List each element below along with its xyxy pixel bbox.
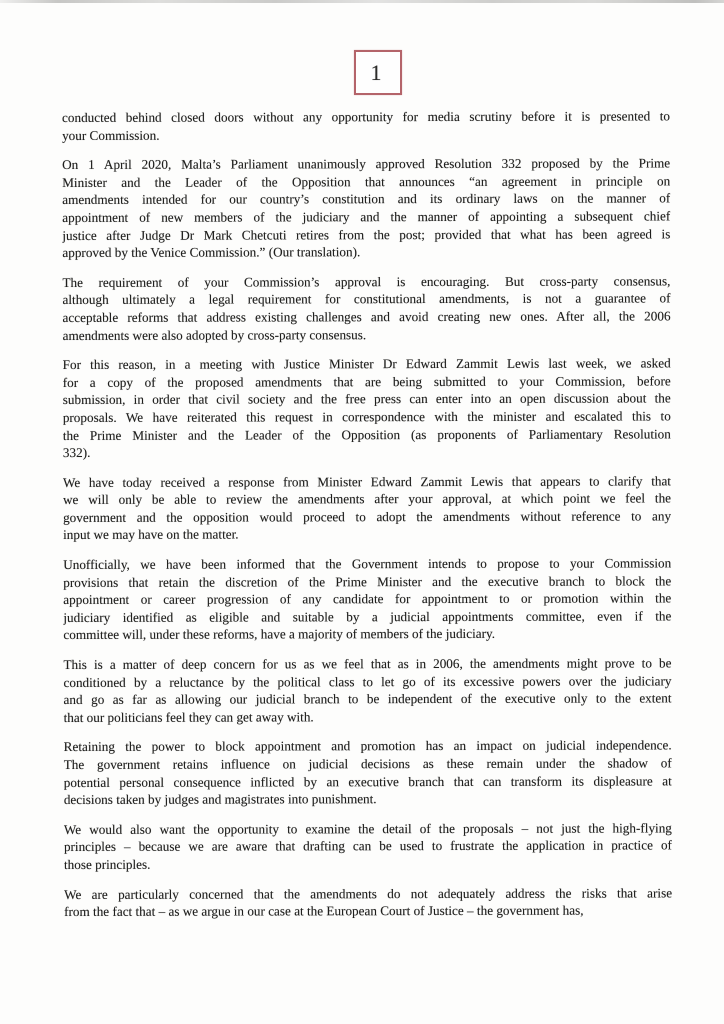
- text-line: This is a matter of deep concern for us as we feel that as in 2006, the amendments might prove to be: [63, 655, 672, 673]
- text-line: Minister and the Leader of the Opposition that announces “an agreement in principle on: [62, 173, 671, 190]
- text-line: that our politicians feel they can get away with.: [63, 709, 314, 725]
- text-line: judiciary identified as eligible and suitable by a judicial appointments committee, even if the: [63, 608, 672, 625]
- text-line: We are particularly concerned that the amendments do not adequately address the risks that arise: [64, 884, 673, 902]
- text-line: provisions that retain the discretion of the Prime Minister and the executive branch to block the: [63, 573, 672, 590]
- scan-edge-artifact: [0, 0, 724, 3]
- text-line: appointment of new members of the judiciary and the manner of appointing a subsequent chief: [62, 208, 671, 225]
- text-line: acceptable reforms that address existing challenges and avoid creating new ones. After all, the 2006: [62, 308, 671, 325]
- text-line: justice after Judge Dr Mark Chetcuti retires from the post; provided that what has been agreed is: [62, 225, 671, 243]
- text-line: amendments were also adopted by cross-party consensus.: [62, 326, 367, 343]
- text-line: 332).: [62, 445, 91, 461]
- text-line: those principles.: [63, 856, 151, 872]
- text-line: conducted behind closed doors without any opportunity for media scrutiny before it is presented to: [62, 108, 671, 125]
- paragraph: [63, 472, 671, 544]
- paragraph: [64, 819, 672, 873]
- text-line: The requirement of your Commission’s approval is encouraging. But cross-party consensus,: [62, 273, 671, 290]
- paragraph: [64, 884, 672, 921]
- text-line: The government retains influence on judicial decisions as these remain under the shadow of: [63, 755, 672, 772]
- page-number: 1: [370, 59, 382, 85]
- page-number-box: [354, 50, 402, 95]
- text-line: government and the opposition would proceed to adopt the amendments without reference to any: [63, 508, 672, 525]
- text-line: from the fact that – as we argue in our case at the European Court of Justice – the government has,: [64, 902, 584, 920]
- text-line: input we may have on the matter.: [63, 527, 239, 543]
- paragraph: [62, 272, 670, 344]
- text-line: although ultimately a legal requirement for constitutional amendments, is not a guarantee of: [62, 290, 671, 308]
- text-line: appointment or career progression of any candidate for appointment to or promotion within the: [63, 590, 672, 608]
- text-line: your Commission.: [62, 127, 160, 143]
- document-body: [62, 107, 672, 932]
- paragraph: [63, 654, 671, 726]
- text-line: For this reason, in a meeting with Justice Minister Dr Edward Zammit Lewis last week, we asked: [62, 355, 671, 373]
- text-line: decisions taken by judges and magistrates into punishment.: [63, 791, 377, 808]
- text-line: submission, in order that civil society and the free press can enter into an open discussion about the: [62, 390, 671, 408]
- text-line: We would also want the opportunity to examine the detail of the proposals – not just the high-flying: [63, 820, 672, 837]
- text-line: potential personal consequence inflicted by an executive branch that can transform its displeasure at: [63, 772, 672, 790]
- paragraph: [62, 107, 670, 144]
- text-line: proposals. We have reiterated this request in correspondence with the minister and escalated this to: [62, 408, 671, 425]
- text-line: Retaining the power to block appointment and promotion has an impact on judicial independence.: [63, 737, 672, 755]
- paragraph: [64, 737, 672, 809]
- text-line: the Prime Minister and the Leader of the Opposition (as proponents of Parliamentary Resolution: [62, 425, 671, 443]
- text-line: On 1 April 2020, Malta’s Parliament unanimously approved Resolution 332 proposed by the Prime: [62, 155, 671, 173]
- text-line: approved by the Venice Commission.” (Our translation).: [62, 244, 361, 261]
- text-line: for a copy of the proposed amendments that are being submitted to your Commission, before: [62, 373, 671, 390]
- text-line: We have today received a response from Minister Edward Zammit Lewis that appears to clarify that: [62, 473, 671, 490]
- text-line: we will only be able to review the amendments after your approval, at which point we feel the: [63, 490, 672, 508]
- text-line: amendments intended for our country’s constitution and its ordinary laws on the manner of: [62, 190, 671, 208]
- text-line: and go as far as allowing our judicial branch to be independent of the executive only to the extent: [63, 690, 672, 708]
- text-line: principles – because we are aware that drafting can be used to frustrate the application in practice of: [63, 837, 672, 855]
- paragraph: [63, 355, 671, 462]
- paragraph: [63, 554, 671, 644]
- text-line: conditioned by a reluctance by the political class to let go of its excessive powers over the judiciary: [63, 673, 672, 690]
- text-line: committee will, under these reforms, have a majority of members of the judiciary.: [63, 626, 496, 643]
- text-line: Unofficially, we have been informed that the Government intends to propose to your Commission: [63, 555, 672, 573]
- paragraph: [62, 155, 670, 262]
